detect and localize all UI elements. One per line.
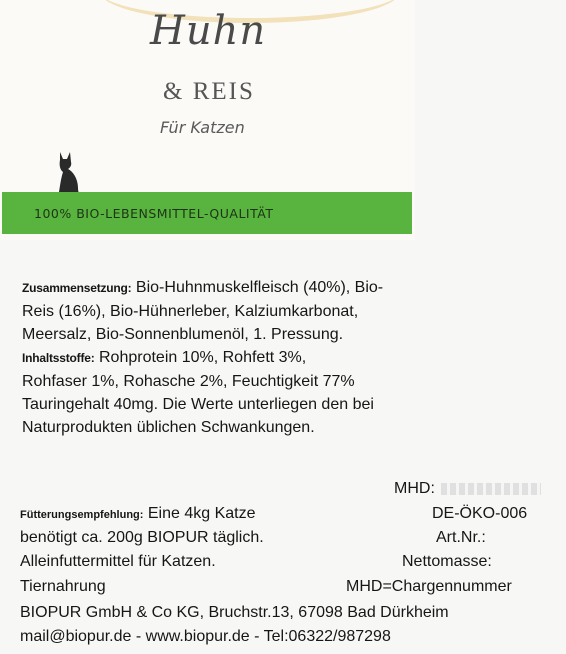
- mhd-label: MHD:: [394, 480, 435, 497]
- ingredients-text-4: Naturprodukten üblichen Schwankungen.: [22, 419, 315, 436]
- quality-badge-text: 100% BIO-LEBENSMITTEL-QUALITÄT: [34, 205, 274, 221]
- quality-band: [2, 192, 412, 234]
- article-number-label: Art.Nr.:: [436, 529, 486, 546]
- ingredients-label: Inhaltsstoffe:: [22, 351, 95, 365]
- net-weight-label: Nettomasse:: [402, 553, 492, 570]
- feeding-text-3: Alleinfuttermittel für Katzen.: [20, 553, 216, 570]
- composition-text-1: Bio-Huhnmuskelfleisch (40%), Bio-: [131, 279, 384, 296]
- product-subtitle: & REIS: [163, 78, 255, 105]
- mhd-value-obscured: [441, 483, 541, 495]
- product-label-header: [0, 0, 415, 240]
- ingredients-text-1: Rohprotein 10%, Rohfett 3%,: [94, 349, 307, 366]
- ingredients-text-2: Rohfaser 1%, Rohasche 2%, Feuchtigkeit 77%: [22, 373, 355, 390]
- feeding-text-2: benötigt ca. 200g BIOPUR täglich.: [20, 529, 264, 546]
- composition-label: Zusammensetzung:: [22, 281, 132, 295]
- product-target: Für Katzen: [160, 118, 245, 137]
- feeding-text-1: Eine 4kg Katze: [143, 505, 256, 522]
- feeding-row-1: [20, 505, 256, 523]
- batch-number-note: MHD=Chargennummer: [346, 578, 512, 595]
- ingredients-text-3: Tauringehalt 40mg. Die Werte unterliegen den bei: [22, 396, 374, 413]
- composition-text-2: Reis (16%), Bio-Hühnerleber, Kalziumkarbonat,: [22, 303, 359, 320]
- feeding-text-4: Tiernahrung: [20, 578, 106, 595]
- cat-silhouette-icon: [54, 150, 84, 198]
- composition-text-3: Meersalz, Bio-Sonnenblumenöl, 1. Pressung.: [22, 326, 344, 343]
- company-contact: mail@biopur.de - www.biopur.de - Tel:06322/987298: [20, 628, 391, 645]
- feeding-label: Fütterungsempfehlung:: [20, 509, 144, 521]
- certification-code: DE-ÖKO-006: [432, 505, 528, 522]
- composition-section: [22, 276, 532, 439]
- mhd-row: [394, 480, 541, 498]
- company-address: BIOPUR GmbH & Co KG, Bruchstr.13, 67098 Bad Dürkheim: [20, 604, 449, 621]
- product-title: Huhn: [150, 8, 267, 54]
